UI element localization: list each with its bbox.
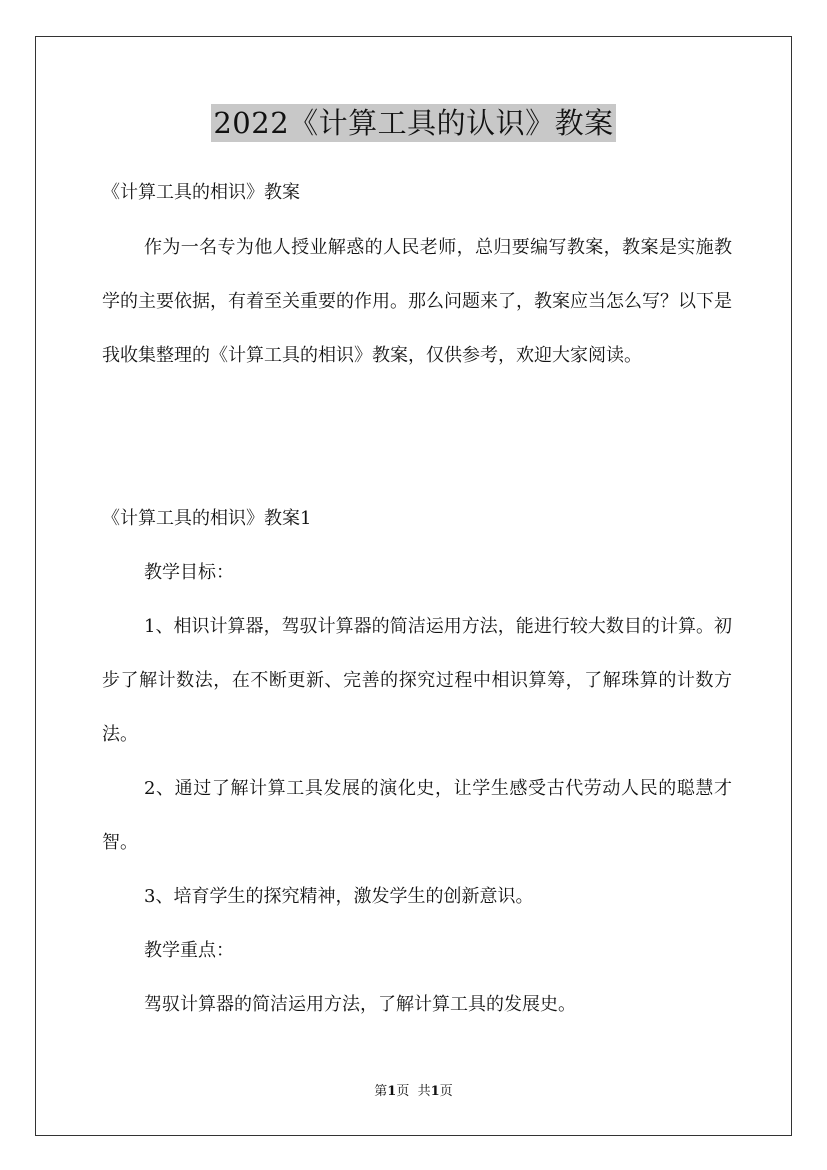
- footer-page-number: 1: [387, 1084, 397, 1099]
- footer-total-pages: 1: [430, 1084, 440, 1099]
- goal-1-paragraph: 1、相识计算器，驾驭计算器的简洁运用方法，能进行较大数目的计算。初步了解计数法，在不断更新、完善的探究过程中相识算筹，了解珠算的计数方法。: [102, 616, 732, 745]
- title-wrap: [0, 104, 827, 142]
- goal-3-paragraph: 3、培育学生的探究精神，激发学生的创新意识。: [144, 886, 534, 907]
- intro-paragraph: 作为一名专为他人授业解惑的人民老师，总归要编写教案，教案是实施教学的主要依据，有着至关重要的作用。那么问题来了，教案应当怎么写？以下是我收集整理的《计算工具的相识》教案，仅供参考，欢迎大家阅读。: [102, 237, 732, 366]
- document-title: 2022《计算工具的认识》教案: [213, 106, 614, 140]
- document-subtitle: 《计算工具的相识》教案: [102, 182, 300, 203]
- footer-total-prefix: 共: [417, 1084, 431, 1099]
- section-title: 《计算工具的相识》教案1: [102, 508, 312, 529]
- footer-total-suffix: 页: [439, 1084, 453, 1099]
- footer-page-suffix: 页: [396, 1084, 410, 1099]
- key-point-paragraph: 驾驭计算器的简洁运用方法，了解计算工具的发展史。: [144, 994, 576, 1015]
- goals-heading: 教学目标：: [144, 562, 234, 583]
- footer-page-prefix: 第: [374, 1084, 388, 1099]
- key-heading: 教学重点：: [144, 940, 234, 961]
- page-footer: [0, 1084, 827, 1100]
- goal-2-paragraph: 2、通过了解计算工具发展的演化史，让学生感受古代劳动人民的聪慧才智。: [102, 778, 732, 853]
